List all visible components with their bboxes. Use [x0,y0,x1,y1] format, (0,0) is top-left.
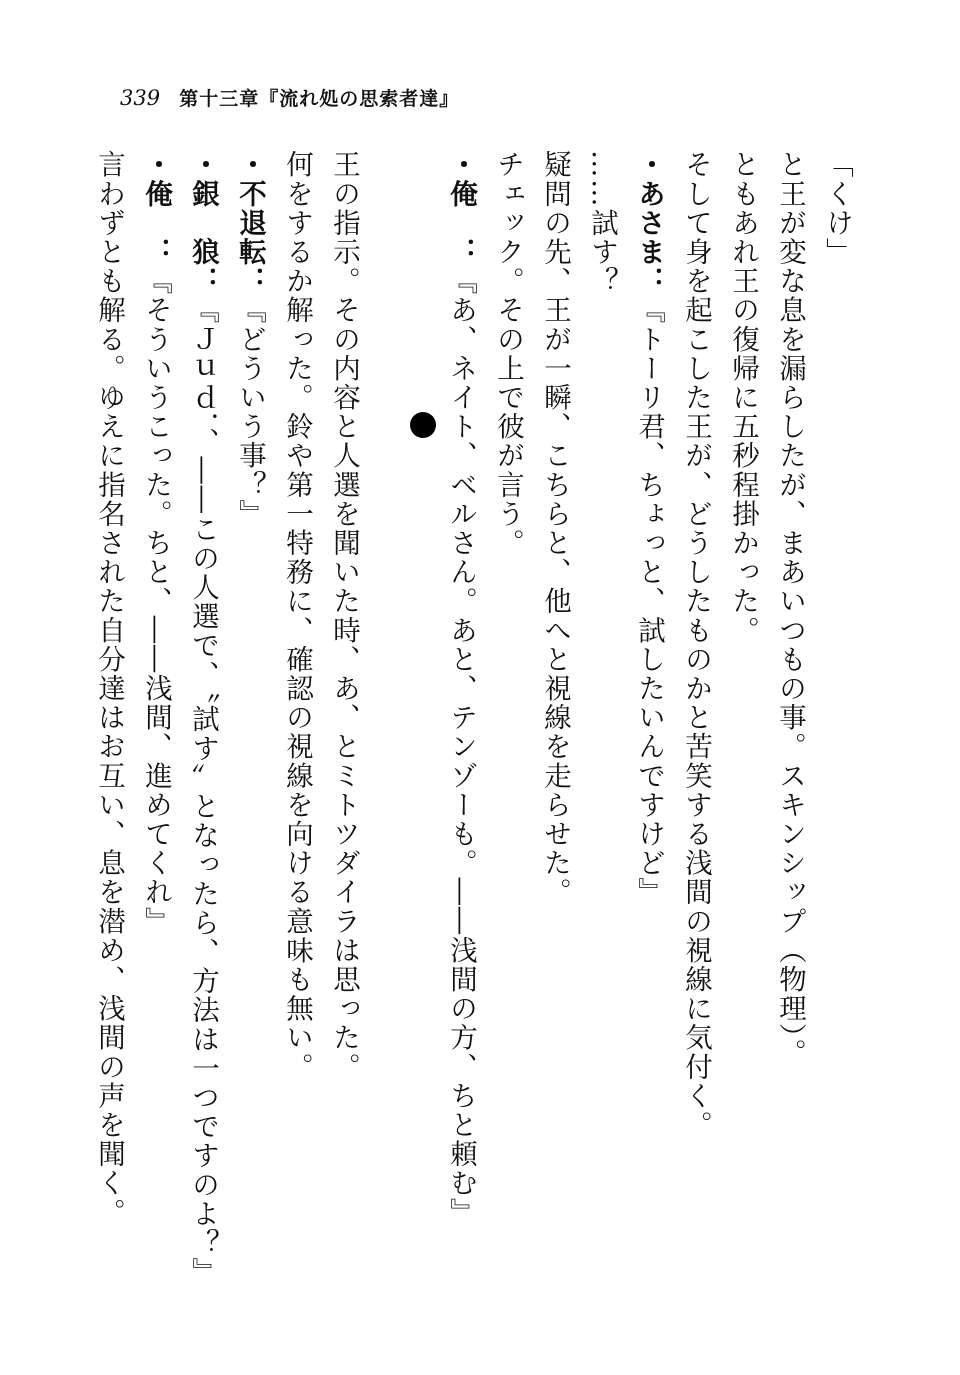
text-line: 言わずとも解る。ゆえに指名された自分達はお互い、息を潜め、浅間の声を聞く。 [93,150,125,1227]
dialogue-text: 『あ、ネイト、ベルさん。あと、テンゾーも。――浅間の方、ちと頼む』 [445,266,477,1227]
text-line: 王の指示。その内容と人選を聞いた時、あ、とミトツダイラは思った。 [328,150,360,1082]
dialogue-text: 『どういう事？』 [234,295,266,529]
dialogue-text: 『トーリ君、ちょっと、試したいんですけど』 [633,295,665,907]
page-number: 339 [120,86,161,110]
text-line: そして身を起こした王が、どうしたものかと苦笑する浅間の視線に気付く。 [680,150,712,1140]
dialogue-line-ore [132,150,179,1200]
speaker-separator: ： [187,266,219,296]
speaker-separator: ： [234,266,266,296]
chapter-title: 第十三章『流れ処の思索者達』 [179,88,460,110]
text-line: と王が変な息を漏らしたが、まあいつもの事。スキンシップ（物理）。 [774,150,806,1068]
text-line: 疑問の先、王が一瞬、こちらと、他へと視線を走らせた。 [539,150,571,907]
speaker-name: ・俺 [140,150,172,209]
dialogue-line-ore [437,150,484,1227]
speaker-separator: ： [633,266,665,296]
text-line: 何をするか解った。鈴や第一特務に、確認の視線を向ける意味も無い。 [281,150,313,1082]
speaker-name: ・不退転 [234,150,266,267]
speaker-separator: ： [445,208,477,267]
body-text [93,150,860,1287]
speaker-name: ・あさま [633,150,665,267]
dialogue-line-ginrou [179,150,226,1287]
page-header [120,84,459,114]
dialogue-line-asama [625,150,672,1200]
text-line: ……試す？ [586,150,618,296]
text-line: 「くけ」 [821,150,853,267]
speaker-name: ・銀 狼 [187,150,219,267]
dialogue-line-futaiten [226,150,273,1200]
speaker-separator: ： [140,208,172,267]
dialogue-text: 『Ｊｕｄ．、――この人選で、〝試す〟となったら、方法は一つですのよ？』 [187,295,219,1287]
speaker-name: ・俺 [445,150,477,209]
section-gap [367,150,437,1200]
text-line: ともあれ王の復帰に五秒程掛かった。 [727,150,759,645]
dialogue-text: 『そういうこった。ちと、――浅間、進めてくれ』 [140,266,172,936]
text-line: チェック。その上で彼が言う。 [492,150,524,558]
